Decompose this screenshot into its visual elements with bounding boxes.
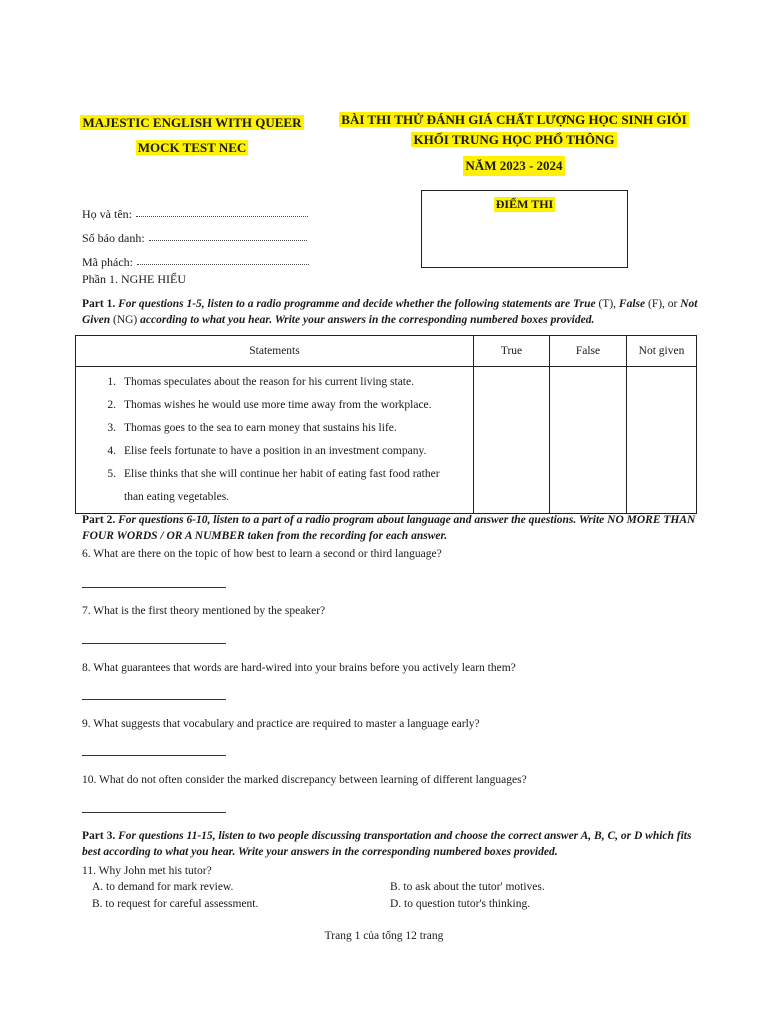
option-a[interactable]: A. to demand for mark review. [92, 881, 234, 893]
list-item [90, 417, 467, 440]
statement-text: Thomas goes to the sea to earn money that sustains his life. [124, 422, 397, 434]
question-10: 10. What do not often consider the marked discrepancy between learning of different languages? [82, 774, 527, 786]
col-statements: Statements [76, 336, 474, 367]
statement-text: Elise thinks that she will continue her habit of eating fast food rather [124, 468, 440, 480]
not-given-answer-cell[interactable] [627, 367, 697, 514]
option-d[interactable]: D. to question tutor's thinking. [390, 898, 531, 910]
list-item [90, 440, 467, 463]
option-c[interactable]: B. to request for careful assessment. [92, 898, 259, 910]
statement-number: 3. [107, 422, 116, 434]
candidate-number-field[interactable] [82, 226, 309, 250]
part2-instructions [82, 512, 702, 544]
answer-line-10[interactable] [82, 812, 226, 813]
question-9: 9. What suggests that vocabulary and practice are required to master a language early? [82, 718, 480, 730]
exam-title: BÀI THI THỬ ĐÁNH GIÁ CHẤT LƯỢNG HỌC SINH GIỎI [341, 112, 687, 127]
exam-year: NĂM 2023 - 2024 [463, 156, 564, 176]
page-footer: Trang 1 của tổng 12 trang [324, 930, 444, 942]
statement-number: 4. [107, 445, 116, 457]
part1-instr-a: For questions 1-5, listen to a radio programme and decide whether the following statements are True [118, 298, 596, 310]
option-b[interactable]: B. to ask about the tutor' motives. [390, 881, 545, 893]
part1-ng: (NG) [112, 314, 138, 326]
question-8: 8. What guarantees that words are hard-wired into your brains before you actively learn them? [82, 662, 516, 674]
false-answer-cell[interactable] [550, 367, 627, 514]
school-header [72, 110, 312, 160]
part1-false-word: False [618, 298, 646, 310]
question-7: 7. What is the first theory mentioned by the speaker? [82, 605, 326, 617]
exam-header [318, 110, 710, 176]
list-item [90, 463, 467, 486]
question-11: 11. Why John met his tutor? [82, 865, 212, 877]
answer-line-6[interactable] [82, 587, 226, 588]
part3-label: Part 3. [82, 830, 116, 842]
code-field[interactable] [82, 250, 309, 274]
answer-line-9[interactable] [82, 755, 226, 756]
question-6: 6. What are there on the topic of how best to learn a second or third language? [82, 548, 442, 560]
test-name: MOCK TEST NEC [137, 140, 247, 155]
statement-text: Thomas wishes he would use more time away from the workplace. [124, 399, 432, 411]
answer-line-7[interactable] [82, 643, 226, 644]
score-box[interactable] [421, 190, 628, 268]
col-false: False [550, 336, 627, 367]
answer-line-8[interactable] [82, 699, 226, 700]
part1-not-given: Not Given [82, 298, 698, 326]
exam-level: KHỐI TRUNG HỌC PHỔ THÔNG [413, 132, 615, 147]
statement-text: than eating vegetables. [124, 491, 230, 503]
part1-instr-b: according to what you hear. Write your answers in the corresponding numbered boxes provided. [140, 314, 595, 326]
name-field[interactable] [82, 202, 309, 226]
part1-label: Part 1. [82, 298, 116, 310]
code-blank[interactable] [137, 250, 309, 265]
table-row [76, 367, 697, 514]
list-item-continuation [90, 486, 467, 509]
part3-instructions [82, 828, 702, 860]
statements-cell [76, 367, 474, 514]
statements-table [75, 335, 697, 514]
part2-instr: For questions 6-10, listen to a part of a radio program about language and answer the questions. Write NO MORE THAN FOUR WORDS / OR A NUMBER taken from the recording for each answer. [82, 514, 696, 542]
part1-instructions [82, 296, 702, 328]
statement-number: 1. [107, 376, 116, 388]
code-label: Mã phách: [82, 255, 133, 269]
statement-text: Elise feels fortunate to have a position in an investment company. [124, 445, 427, 457]
part3-instr: For questions 11-15, listen to two people discussing transportation and choose the correct answer A, B, C, or D which fits best according to what you hear. Write your answers in the corresponding numbered boxes provided. [82, 830, 692, 858]
table-header-row [76, 336, 697, 367]
statement-number: 5. [107, 468, 116, 480]
score-label: ĐIỂM THI [495, 197, 554, 211]
list-item [90, 394, 467, 417]
candidate-number-blank[interactable] [149, 226, 307, 241]
name-blank[interactable] [136, 202, 308, 217]
name-label: Họ và tên: [82, 207, 132, 221]
list-item [90, 371, 467, 394]
school-name: MAJESTIC ENGLISH WITH QUEER [82, 115, 302, 130]
section-title: Phần 1. NGHE HIỂU [82, 272, 186, 286]
col-not-given: Not given [627, 336, 697, 367]
true-answer-cell[interactable] [474, 367, 550, 514]
part2-label: Part 2. [82, 514, 116, 526]
part1-t: (T), [598, 298, 617, 310]
statement-number: 2. [107, 399, 116, 411]
statement-number-empty [90, 486, 116, 509]
part1-f: (F), or [647, 298, 678, 310]
col-true: True [474, 336, 550, 367]
statement-text: Thomas speculates about the reason for his current living state. [124, 376, 414, 388]
student-fields [82, 202, 309, 274]
candidate-number-label: Số báo danh: [82, 231, 145, 245]
